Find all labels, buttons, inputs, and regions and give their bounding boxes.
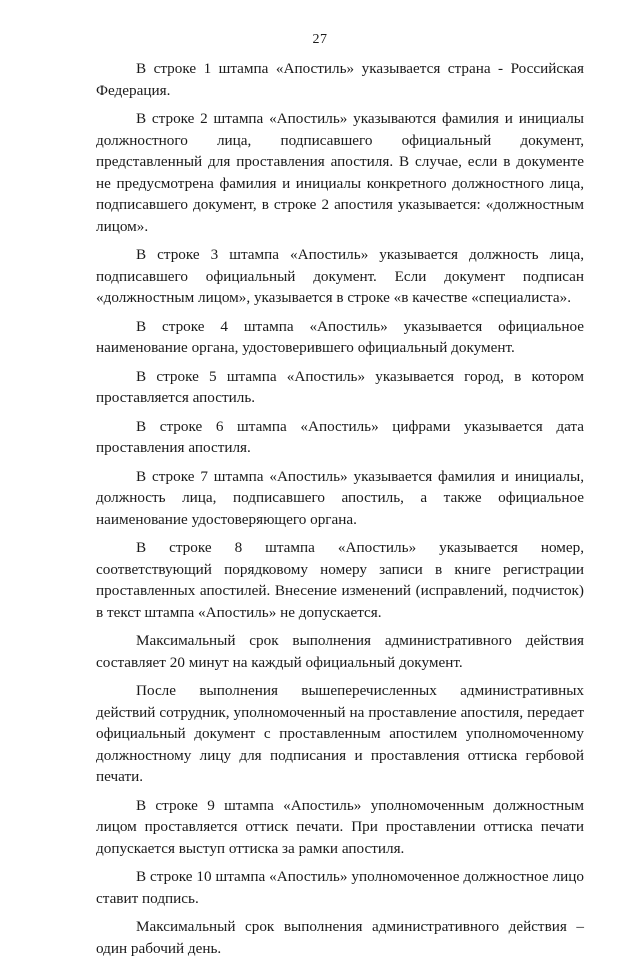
- document-body: [96, 58, 584, 966]
- paragraph-row-10: В строке 10 штампа «Апостиль» уполномоченное должностное лицо ставит подпись.: [96, 868, 584, 907]
- paragraph-time-limit-20min: Максимальный срок выполнения административного действия составляет 20 минут на каждый официальный документ.: [96, 632, 584, 671]
- paragraph-row-4: В строке 4 штампа «Апостиль» указывается официальное наименование органа, удостоверившего официальный документ.: [96, 317, 584, 356]
- paragraph-row-3: В строке 3 штампа «Апостиль» указывается должность лица, подписавшего официальный документ. Если документ подписан «должностным лицом», указывается в строке «в качестве «специалиста».: [96, 246, 584, 306]
- paragraph-time-limit-one-day: Максимальный срок выполнения административного действия – один рабочий день.: [96, 918, 584, 957]
- paragraph-row-2: В строке 2 штампа «Апостиль» указываются фамилия и инициалы должностного лица, подписавшего официальный документ, представленный для проставления апостиля. В случае, если в документе не предусмотрена фамилия и инициалы конкретного должностного лица, подписавшего документ, в строке 2 апостиля указывается: «должностным лицом».: [96, 110, 584, 235]
- paragraph-row-5: В строке 5 штампа «Апостиль» указывается город, в котором проставляется апостиль.: [96, 367, 584, 406]
- paragraph-row-8: В строке 8 штампа «Апостиль» указывается номер, соответствующий порядковому номеру записи в книге регистрации проставленных апостилей. Внесение изменений (исправлений, подчисток) в текст штампа «Апостиль» не допускается.: [96, 539, 584, 621]
- paragraph-transfer-for-signing: После выполнения вышеперечисленных административных действий сотрудник, уполномоченный на проставление апостиля, передает официальный документ с проставленным апостилем уполномоченному должностному лицу для подписания и проставления оттиска гербовой печати.: [96, 682, 584, 785]
- paragraph-row-9: В строке 9 штампа «Апостиль» уполномоченным должностным лицом проставляется оттиск печати. При проставлении оттиска печати допускается выступ оттиска за рамки апостиля.: [96, 796, 584, 857]
- page-number: 27: [312, 32, 328, 47]
- paragraph-row-1: В строке 1 штампа «Апостиль» указывается страна - Российская Федерация.: [96, 60, 584, 99]
- paragraph-row-6: В строке 6 штампа «Апостиль» цифрами указывается дата проставления апостиля.: [96, 417, 584, 456]
- paragraph-row-7: В строке 7 штампа «Апостиль» указывается фамилия и инициалы, должность лица, подписавшего апостиль, а также официальное наименование удостоверяющего органа.: [96, 467, 584, 528]
